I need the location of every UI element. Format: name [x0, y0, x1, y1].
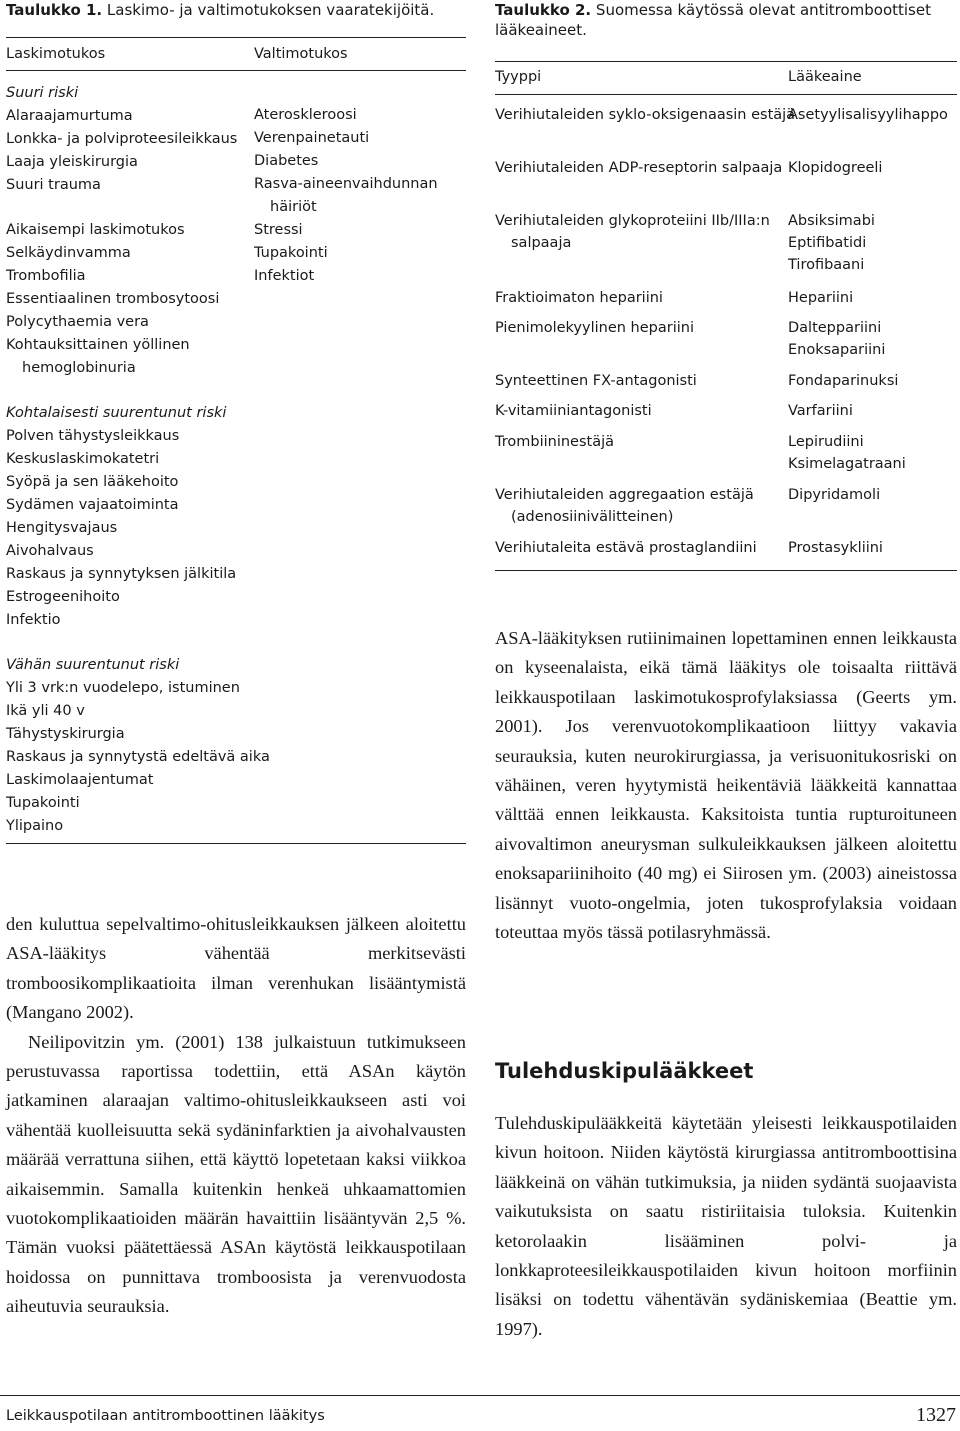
- table1-item: Alaraajamurtuma: [6, 108, 133, 124]
- table2-type-cell: Verihiutaleiden ADP-reseptorin salpaaja: [495, 160, 783, 176]
- table1-risk-category: Vähän suurentunut riski: [6, 657, 180, 673]
- table2-type-cell: Pienimolekyylinen hepariini: [495, 320, 694, 336]
- table2-drug-cell: [788, 210, 960, 276]
- table2-drug-name: Ksimelagatraani: [788, 456, 906, 472]
- table2-drug-name: Hepariini: [788, 290, 854, 306]
- table1-item: Tupakointi: [254, 245, 328, 261]
- table2-drug-name: Tirofibaani: [788, 257, 865, 273]
- table2-drug-cell: [788, 484, 960, 506]
- table1-item: Rasva-aineenvaihdunnan: [254, 176, 438, 192]
- table1-item: Keskuslaskimokatetri: [6, 451, 160, 467]
- table1-caption: [6, 0, 468, 20]
- table2-body: [495, 0, 960, 570]
- table2-type-cell: Fraktioimaton hepariini: [495, 290, 663, 306]
- table2-drug-name: Absiksimabi: [788, 213, 875, 229]
- table1-item: Kohtauksittainen yöllinen: [6, 337, 190, 353]
- right-paragraph-1: ASA-lääkityksen rutiinimainen lopettaminen ennen leikkausta on kyseenalaista, eikä tämä lääkitys ole toisaalta riittävä leikkauspotilaan laskimotukosprofylaksiassa (Geerts ym. 2001). Jos verenvuotokomplikaatioon liittyy vakavia seurauksia, kuten neurokirurgiassa, ja verisuonitukosriski on vähäinen, veren hyytymistä heikentäviä lääkkeitä kannattaa välttää ennen leikkausta. Kaksitoista tuntia rupturoituneen aivovaltimon aneurysman sulkuleikkauksen jälkeen aloitettu enoksapariinihoito (40 mg) ei Siirosen ym. (2003) aineistossa lisännyt vuoto-ongelmia, joten tukosprofylaksia voidaan toteuttaa myös tässä potilasryhmässä.: [495, 628, 957, 943]
- table1-header-rule: [6, 70, 466, 71]
- table1-item: Yli 3 vrk:n vuodelepo, istuminen: [6, 680, 240, 696]
- table1-item: Ylipaino: [6, 818, 64, 834]
- right-paragraph-2: Tulehduskipulääkkeitä käytetään yleisesti leikkauspotilaiden kivun hoitoon. Niiden käytöstä kirurgiassa antitromboottisina lääkkeinä on vähän tutkimuksia, ja niiden sydäntä suojaavista vaikutuksista on saatu ristiriitaisia tuloksia. Kuitenkin ketorolaakin lisääminen polvi- ja lonkkaproteesileikkauspotilaiden kivun hoitoon morfiinin lisäksi on todettu vähentävän sydäniskemiaa (Beattie ym. 1997).: [495, 1113, 957, 1339]
- table2-type-cell: Verihiutaleita estävä prostaglandiini: [495, 540, 757, 556]
- table1-item: Verenpainetauti: [254, 130, 370, 146]
- table1-item: Aivohalvaus: [6, 543, 94, 559]
- table1-spacer: [6, 197, 251, 219]
- table2-drug-cell: [788, 287, 960, 309]
- left-body-text: [6, 910, 466, 1322]
- table2-drug-header: Lääkeaine: [788, 69, 862, 85]
- table2-drug-name: Enoksapariini: [788, 342, 886, 358]
- table1-item: Ateroskleroosi: [254, 107, 357, 123]
- table1-risk-category: Suuri riski: [6, 85, 79, 101]
- table2-drug-cell: [788, 537, 960, 559]
- table1-item: Tähystyskirurgia: [6, 726, 125, 742]
- table1-item: Laskimolaajentumat: [6, 772, 154, 788]
- table1-item: Lonkka- ja polviproteesileikkaus: [6, 131, 238, 147]
- footer-title: Leikkauspotilaan antitromboottinen lääkitys: [6, 1408, 325, 1424]
- table1-risk-category: Kohtalaisesti suurentunut riski: [6, 405, 227, 421]
- table2-type-cell: K-vitamiiniantagonisti: [495, 403, 652, 419]
- table2-drug-name: Fondaparinuksi: [788, 373, 899, 389]
- table2-bottom-rule: [495, 570, 957, 571]
- table1-item: Ikä yli 40 v: [6, 703, 85, 719]
- table2-type-header: Tyyppi: [495, 69, 542, 85]
- table1-item: Raskaus ja synnytystä edeltävä aika: [6, 749, 270, 765]
- table2-caption-text: Suomessa käytössä olevat antitromboottiset lääkeaineet.: [495, 1, 931, 39]
- table1-item: Aikaisempi laskimotukos: [6, 222, 185, 238]
- page-number: 1327: [916, 1404, 956, 1426]
- table2-drug-cell: [788, 317, 960, 361]
- table1-right-header: Valtimotukos: [254, 46, 348, 62]
- table1-item: Infektio: [6, 612, 61, 628]
- table1-caption-text: Laskimo- ja valtimotukoksen vaaratekijöitä.: [106, 1, 435, 19]
- table1-item: Selkäydinvamma: [6, 245, 131, 261]
- table1-spacer: [6, 632, 251, 654]
- table1-item: Raskaus ja synnytyksen jälkitila: [6, 566, 237, 582]
- table1-item: Hengitysvajaus: [6, 520, 118, 536]
- right-body-text-1: [495, 624, 957, 947]
- table1-item: Polven tähystysleikkaus: [6, 428, 180, 444]
- table1-item: Essentiaalinen trombosytoosi: [6, 291, 220, 307]
- table2-drug-name: Asetyylisalisyylihappo: [788, 107, 948, 123]
- section-heading: Tulehduskipulääkkeet: [495, 1059, 754, 1083]
- table2-drug-cell: [788, 157, 960, 179]
- table2-drug-cell: [788, 104, 960, 126]
- table1-item: Tupakointi: [6, 795, 80, 811]
- table2-drug-name: Klopidogreeli: [788, 160, 883, 176]
- table1-item: Sydämen vajaatoiminta: [6, 497, 179, 513]
- table1-right-column: [254, 104, 466, 288]
- table1-item: Infektiot: [254, 268, 315, 284]
- table1-item: häiriöt: [270, 199, 317, 215]
- table1-item: Suuri trauma: [6, 177, 101, 193]
- table1-bottom-rule: [6, 843, 466, 844]
- table1-item: Syöpä ja sen lääkehoito: [6, 474, 179, 490]
- table1-item: Polycythaemia vera: [6, 314, 149, 330]
- table2-drug-cell: [788, 370, 960, 392]
- table2-drug-cell: [788, 431, 960, 475]
- right-body-text-2: [495, 1109, 957, 1344]
- left-paragraph-2: Neilipovitzin ym. (2001) 138 julkaistuun tutkimukseen perustuvassa raportissa todettiin, että ASAn käytön jatkaminen alaraajan valtimo-ohitusleikkaukseen asti voi vähentää kuolleisuutta sekä sydäninfarktien ja aivohalvausten määrää verrattuna siihen, että käyttö lopetetaan kaksi viikkoa aikaisemmin. Samalla kuitenkin henkeä uhkaamattomien vuotokomplikaatioiden määrän havaittiin lisääntyvän 2,5 %. Tämän vuoksi päätettäessä ASAn käytöstä leikkauspotilaan hoidossa on punnittava tromboosista ja verenvuodosta aiheutuvia seurauksia.: [6, 1031, 466, 1317]
- left-paragraph-1: den kuluttua sepelvaltimo-ohitusleikkauksen jälkeen aloitettu ASA-lääkitys vähentää merkitsevästi tromboosikomplikaatioita ilman verenhukan lisääntymistä (Mangano 2002).: [6, 914, 466, 1023]
- table2-type-cell: Verihiutaleiden aggregaation estäjä (adenosiinivälitteinen): [495, 487, 754, 525]
- table2-type-cell: Synteettinen FX-antagonisti: [495, 373, 697, 389]
- table1-item: Estrogeenihoito: [6, 589, 120, 605]
- table1-item: hemoglobinuria: [22, 360, 136, 376]
- table2-type-cell: Trombiininestäjä: [495, 434, 614, 450]
- footer-rule: [0, 1395, 960, 1396]
- table2-drug-name: Dalteppariini: [788, 320, 882, 336]
- table2-drug-name: Dipyridamoli: [788, 487, 881, 503]
- table2-type-cell: Verihiutaleiden syklo-oksigenaasin estäjä: [495, 107, 796, 123]
- table2-type-cell: Verihiutaleiden glykoproteiini IIb/IIIa:n salpaaja: [495, 213, 770, 251]
- table1-left-header: Laskimotukos: [6, 46, 106, 62]
- table1-top-rule: [6, 37, 466, 38]
- table1-spacer: [6, 380, 251, 402]
- table1-item: Trombofilia: [6, 268, 86, 284]
- table2-drug-name: Eptifibatidi: [788, 235, 867, 251]
- table1-item: Stressi: [254, 222, 303, 238]
- table2-drug-cell: [788, 400, 960, 422]
- table1-caption-label: Taulukko 1.: [6, 1, 103, 19]
- table2-drug-name: Prostasykliini: [788, 540, 883, 556]
- table2-caption-label: Taulukko 2.: [495, 1, 592, 19]
- table1-item: Laaja yleiskirurgia: [6, 154, 138, 170]
- table1-left-column: [6, 82, 270, 838]
- table2-drug-name: Lepirudiini: [788, 434, 864, 450]
- table2-drug-name: Varfariini: [788, 403, 853, 419]
- table1-item: Diabetes: [254, 153, 319, 169]
